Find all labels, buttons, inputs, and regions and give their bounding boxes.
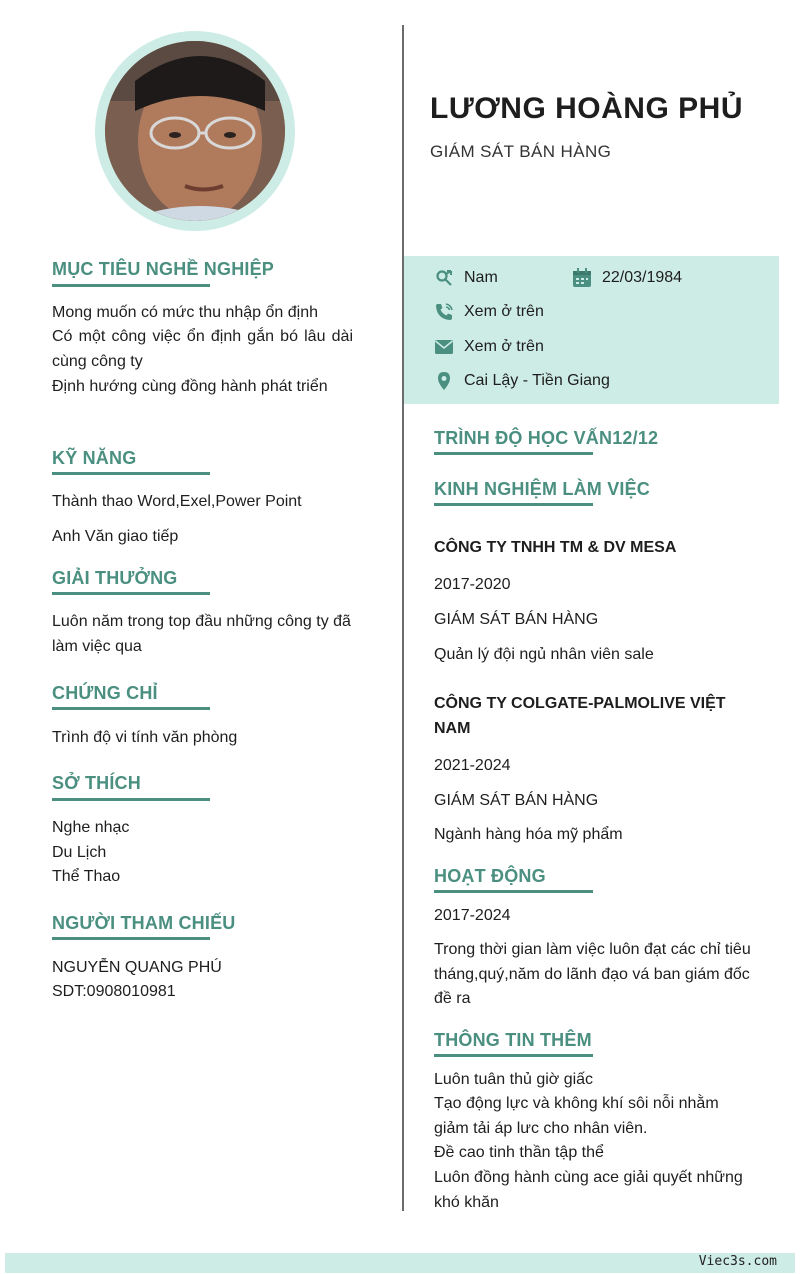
skills-heading: KỸ NĂNG (52, 448, 137, 468)
additional-underline (434, 1054, 593, 1057)
job-2-company: CÔNG TY COLGATE-PALMOLIVE VIỆT NAM (434, 695, 726, 737)
job-1-description: Quản lý đội ngủ nhân viên sale (434, 646, 654, 663)
objective-line-3: Định hướng cùng đồng hành phát triển (52, 378, 328, 395)
birthday-value: 22/03/1984 (602, 269, 683, 286)
job-2-position: GIÁM SÁT BÁN HÀNG (434, 792, 599, 809)
job-1-period: 2017-2020 (434, 576, 511, 593)
objective-line-1: Mong muốn có mức thu nhập ổn định (52, 304, 318, 321)
phone-value: Xem ở trên (464, 303, 544, 320)
objective-underline (52, 284, 210, 287)
footer-brand[interactable]: Viec3s.com (698, 1254, 777, 1269)
activities-period: 2017-2024 (434, 907, 511, 924)
column-divider (402, 25, 404, 1211)
avatar-frame (95, 31, 295, 231)
experience-underline (434, 503, 593, 506)
hobby-item-1: Nghe nhạc (52, 819, 130, 836)
activities-text: Trong thời gian làm việc luôn đạt các chỉ tiêu tháng,quý,năm do lãnh đạo vá ban giám đốc đề ra (434, 941, 751, 1007)
gender-icon (434, 268, 454, 288)
skills-underline (52, 472, 210, 475)
phone-icon (434, 302, 454, 322)
job-2-period: 2021-2024 (434, 757, 511, 774)
candidate-name: LƯƠNG HOÀNG PHỦ (430, 92, 743, 125)
address-value: Cai Lậy - Tiền Giang (464, 372, 610, 389)
address-row (434, 371, 610, 391)
experience-heading: KINH NGHIỆM LÀM VIỆC (434, 479, 651, 499)
certificates-heading: CHỨNG CHỈ (52, 683, 158, 703)
additional-line-2: Tạo động lực và không khí sôi nỗi nhằm giảm tải áp lưc cho nhân viên. (434, 1095, 719, 1137)
hobby-item-2: Du Lịch (52, 844, 107, 861)
skill-item-2: Anh Văn giao tiếp (52, 528, 179, 545)
awards-underline (52, 592, 210, 595)
job-1-position: GIÁM SÁT BÁN HÀNG (434, 611, 599, 628)
email-row (434, 337, 544, 357)
location-pin-icon (434, 371, 454, 391)
awards-heading: GIẢI THƯỞNG (52, 568, 178, 588)
email-icon (434, 337, 454, 357)
awards-text: Luôn năm trong top đầu những công ty đã làm việc qua (52, 613, 351, 655)
email-value: Xem ở trên (464, 338, 544, 355)
certificates-text: Trình độ vi tính văn phòng (52, 729, 238, 746)
education-heading: TRÌNH ĐỘ HỌC VẤN12/12 (434, 428, 659, 448)
contact-panel (404, 256, 779, 404)
phone-row (434, 302, 544, 322)
calendar-icon (572, 268, 592, 288)
job-1-company: CÔNG TY TNHH TM & DV MESA (434, 539, 677, 556)
education-underline (434, 452, 593, 455)
footer-bar (5, 1253, 795, 1273)
objective-line-2: Có một công việc ổn định gắn bó lâu dài cùng công ty (52, 328, 353, 370)
avatar (105, 41, 285, 221)
hobby-item-3: Thể Thao (52, 868, 121, 885)
job-2-description: Ngành hàng hóa mỹ phẩm (434, 826, 623, 843)
additional-line-1: Luôn tuân thủ giờ giấc (434, 1071, 594, 1088)
certificates-underline (52, 707, 210, 710)
candidate-title: GIÁM SÁT BÁN HÀNG (430, 142, 612, 161)
additional-heading: THÔNG TIN THÊM (434, 1030, 592, 1050)
birthday-row (572, 268, 682, 288)
skill-item-1: Thành thao Word,Exel,Power Point (52, 493, 302, 510)
references-underline (52, 937, 210, 940)
objective-heading: MỤC TIÊU NGHỀ NGHIỆP (52, 259, 275, 279)
gender-row (434, 268, 498, 288)
references-heading: NGƯỜI THAM CHIẾU (52, 913, 236, 933)
hobbies-underline (52, 798, 210, 801)
additional-line-3: Đề cao tinh thần tập thể (434, 1144, 604, 1161)
gender-value: Nam (464, 269, 498, 286)
additional-line-4: Luôn đồng hành cùng ace giải quyết những khó khăn (434, 1169, 743, 1211)
reference-phone: SDT:0908010981 (52, 983, 176, 1000)
reference-name: NGUYỄN QUANG PHÚ (52, 959, 222, 976)
activities-heading: HOẠT ĐỘNG (434, 866, 546, 886)
hobbies-heading: SỞ THÍCH (52, 773, 141, 793)
activities-underline (434, 890, 593, 893)
